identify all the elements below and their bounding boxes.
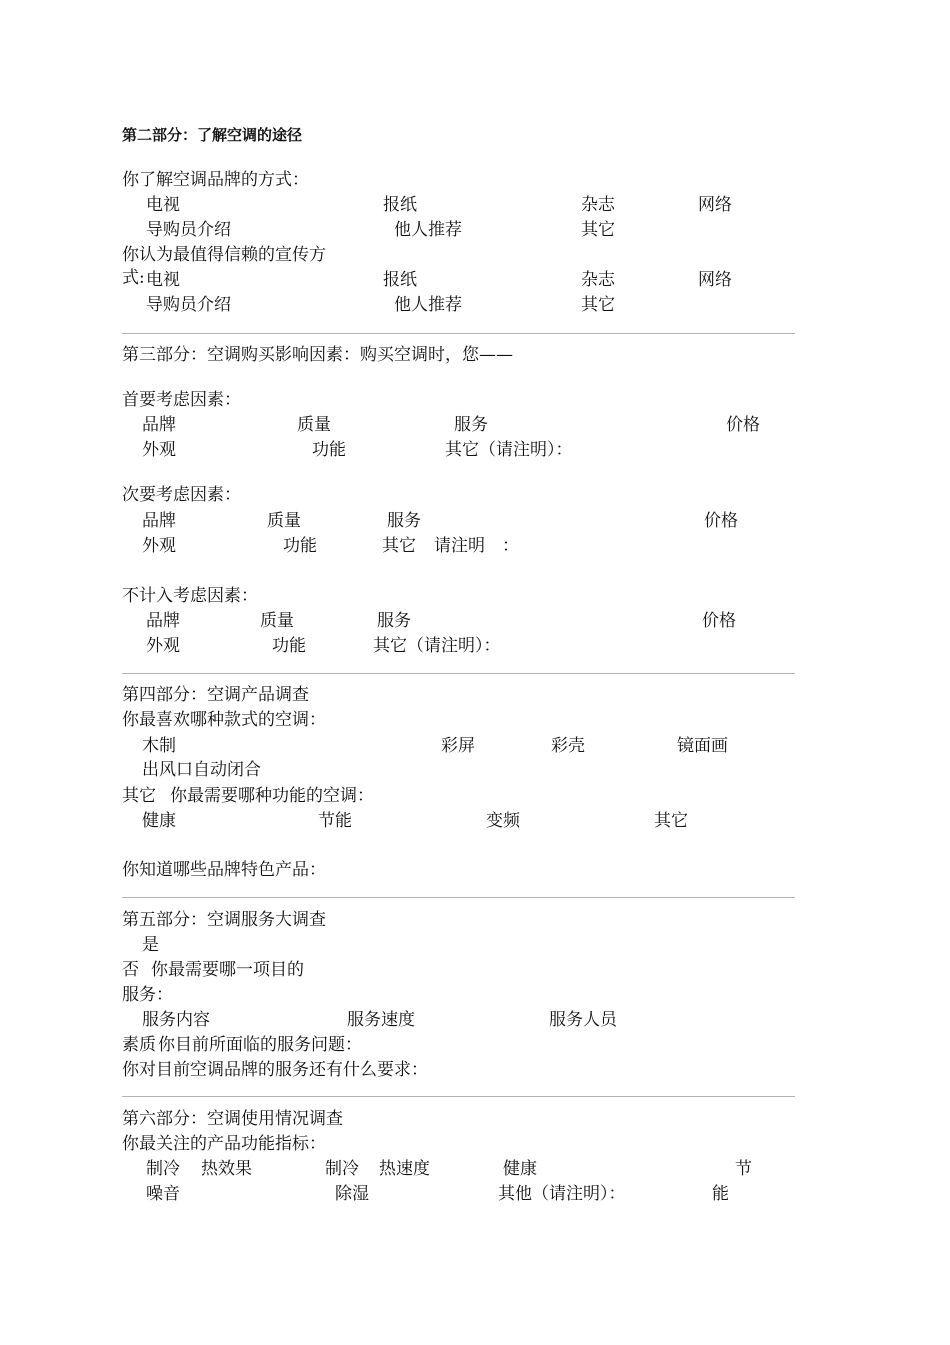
option-other: 其它 (581, 220, 615, 240)
option-mirror-painting: 镜面画 (677, 736, 728, 756)
option-color-shell: 彩壳 (551, 736, 585, 756)
option-sales-guide: 导购员介绍 (146, 220, 231, 240)
question-trusted-channel-cont: 式: (122, 268, 145, 288)
option-function: 功能 (283, 536, 317, 556)
option-appearance: 外观 (146, 636, 180, 656)
question-brand-awareness: 你了解空调品牌的方式： (122, 170, 309, 190)
option-function: 功能 (272, 636, 306, 656)
option-brand: 品牌 (142, 511, 176, 531)
question-featured-products: 你知道哪些品牌特色产品： (122, 860, 326, 880)
option-yes: 是 (142, 935, 159, 955)
option-other: 其它 (581, 295, 615, 315)
question-service-requirements: 你对目前空调品牌的服务还有什么要求： (122, 1060, 428, 1080)
option-wooden: 木制 (142, 736, 176, 756)
option-energy-saving-part2: 能 (712, 1184, 729, 1204)
option-specify-colon: ： (502, 536, 519, 556)
option-noise: 噪音 (146, 1184, 180, 1204)
option-other: 其它 (382, 536, 416, 556)
section-title-part2: 第二部分：了解空调的途径 (122, 126, 303, 144)
option-newspaper: 报纸 (383, 195, 417, 215)
section-title-part4: 第四部分：空调产品调查 (122, 685, 309, 705)
option-function: 功能 (312, 440, 346, 460)
option-energy-saving-part1: 节 (735, 1159, 752, 1179)
option-other-specify: 其他（请注明）： (498, 1184, 626, 1204)
option-cooling: 制冷 (325, 1159, 359, 1179)
option-no: 否 (122, 960, 139, 980)
option-price: 价格 (704, 511, 738, 531)
question-excluded-factor: 不计入考虑因素： (122, 586, 258, 606)
option-magazine: 杂志 (581, 270, 615, 290)
option-cooling: 制冷 (146, 1159, 180, 1179)
question-secondary-factor: 次要考虑因素： (122, 485, 241, 505)
section-title-part5: 第五部分：空调服务大调查 (122, 910, 326, 930)
option-service: 服务 (377, 611, 411, 631)
question-favorite-style: 你最喜欢哪种款式的空调： (122, 710, 326, 730)
option-magazine: 杂志 (581, 195, 615, 215)
option-service-content: 服务内容 (142, 1010, 210, 1030)
question-needed-service: 你最需要哪一项目的 (151, 960, 304, 980)
question-needed-service-cont: 服务： (122, 985, 173, 1005)
option-appearance: 外观 (142, 536, 176, 556)
section-title-part3: 第三部分：空调购买影响因素：购买空调时，您—— (122, 345, 513, 365)
option-health: 健康 (503, 1159, 537, 1179)
question-primary-factor: 首要考虑因素： (122, 390, 241, 410)
option-quality: 质量 (297, 415, 331, 435)
option-service: 服务 (454, 415, 488, 435)
option-heating-effect: 热效果 (201, 1159, 252, 1179)
question-function-indicators: 你最关注的产品功能指标： (122, 1134, 326, 1154)
option-inverter: 变频 (486, 811, 520, 831)
option-price: 价格 (726, 415, 760, 435)
section-divider (122, 673, 795, 674)
option-dehumidify: 除湿 (335, 1184, 369, 1204)
option-internet: 网络 (698, 195, 732, 215)
option-service-staff: 服务人员 (549, 1010, 617, 1030)
section-divider (122, 897, 795, 898)
option-sales-guide: 导购员介绍 (146, 295, 231, 315)
option-price: 价格 (702, 611, 736, 631)
option-service: 服务 (387, 511, 421, 531)
option-tv: 电视 (146, 270, 180, 290)
option-service-staff-cont: 素质 (122, 1035, 156, 1055)
option-energy-saving: 节能 (318, 811, 352, 831)
option-auto-close-vent: 出风口自动闭合 (142, 760, 261, 780)
option-newspaper: 报纸 (383, 270, 417, 290)
option-quality: 质量 (267, 511, 301, 531)
option-brand: 品牌 (146, 611, 180, 631)
option-other: 其它 (654, 811, 688, 831)
option-other-specify: 其它（请注明）： (445, 440, 573, 460)
option-recommendation: 他人推荐 (394, 295, 462, 315)
option-brand: 品牌 (142, 415, 176, 435)
option-quality: 质量 (260, 611, 294, 631)
section-divider (122, 1096, 795, 1097)
option-color-screen: 彩屏 (441, 736, 475, 756)
option-internet: 网络 (698, 270, 732, 290)
option-heating-speed: 热速度 (379, 1159, 430, 1179)
option-recommendation: 他人推荐 (394, 220, 462, 240)
question-trusted-channel: 你认为最值得信赖的宣传方 (122, 245, 326, 265)
option-service-speed: 服务速度 (347, 1010, 415, 1030)
option-other-specify: 其它（请注明）： (373, 636, 501, 656)
section-title-part6: 第六部分：空调使用情况调查 (122, 1109, 343, 1129)
option-appearance: 外观 (142, 440, 176, 460)
option-tv: 电视 (146, 195, 180, 215)
section-divider (122, 333, 795, 334)
option-health: 健康 (142, 811, 176, 831)
option-specify-label: 请注明 (434, 536, 485, 556)
question-needed-function: 你最需要哪种功能的空调： (170, 786, 374, 806)
option-other: 其它 (122, 786, 156, 806)
question-service-problems: 你目前所面临的服务问题： (158, 1035, 362, 1055)
